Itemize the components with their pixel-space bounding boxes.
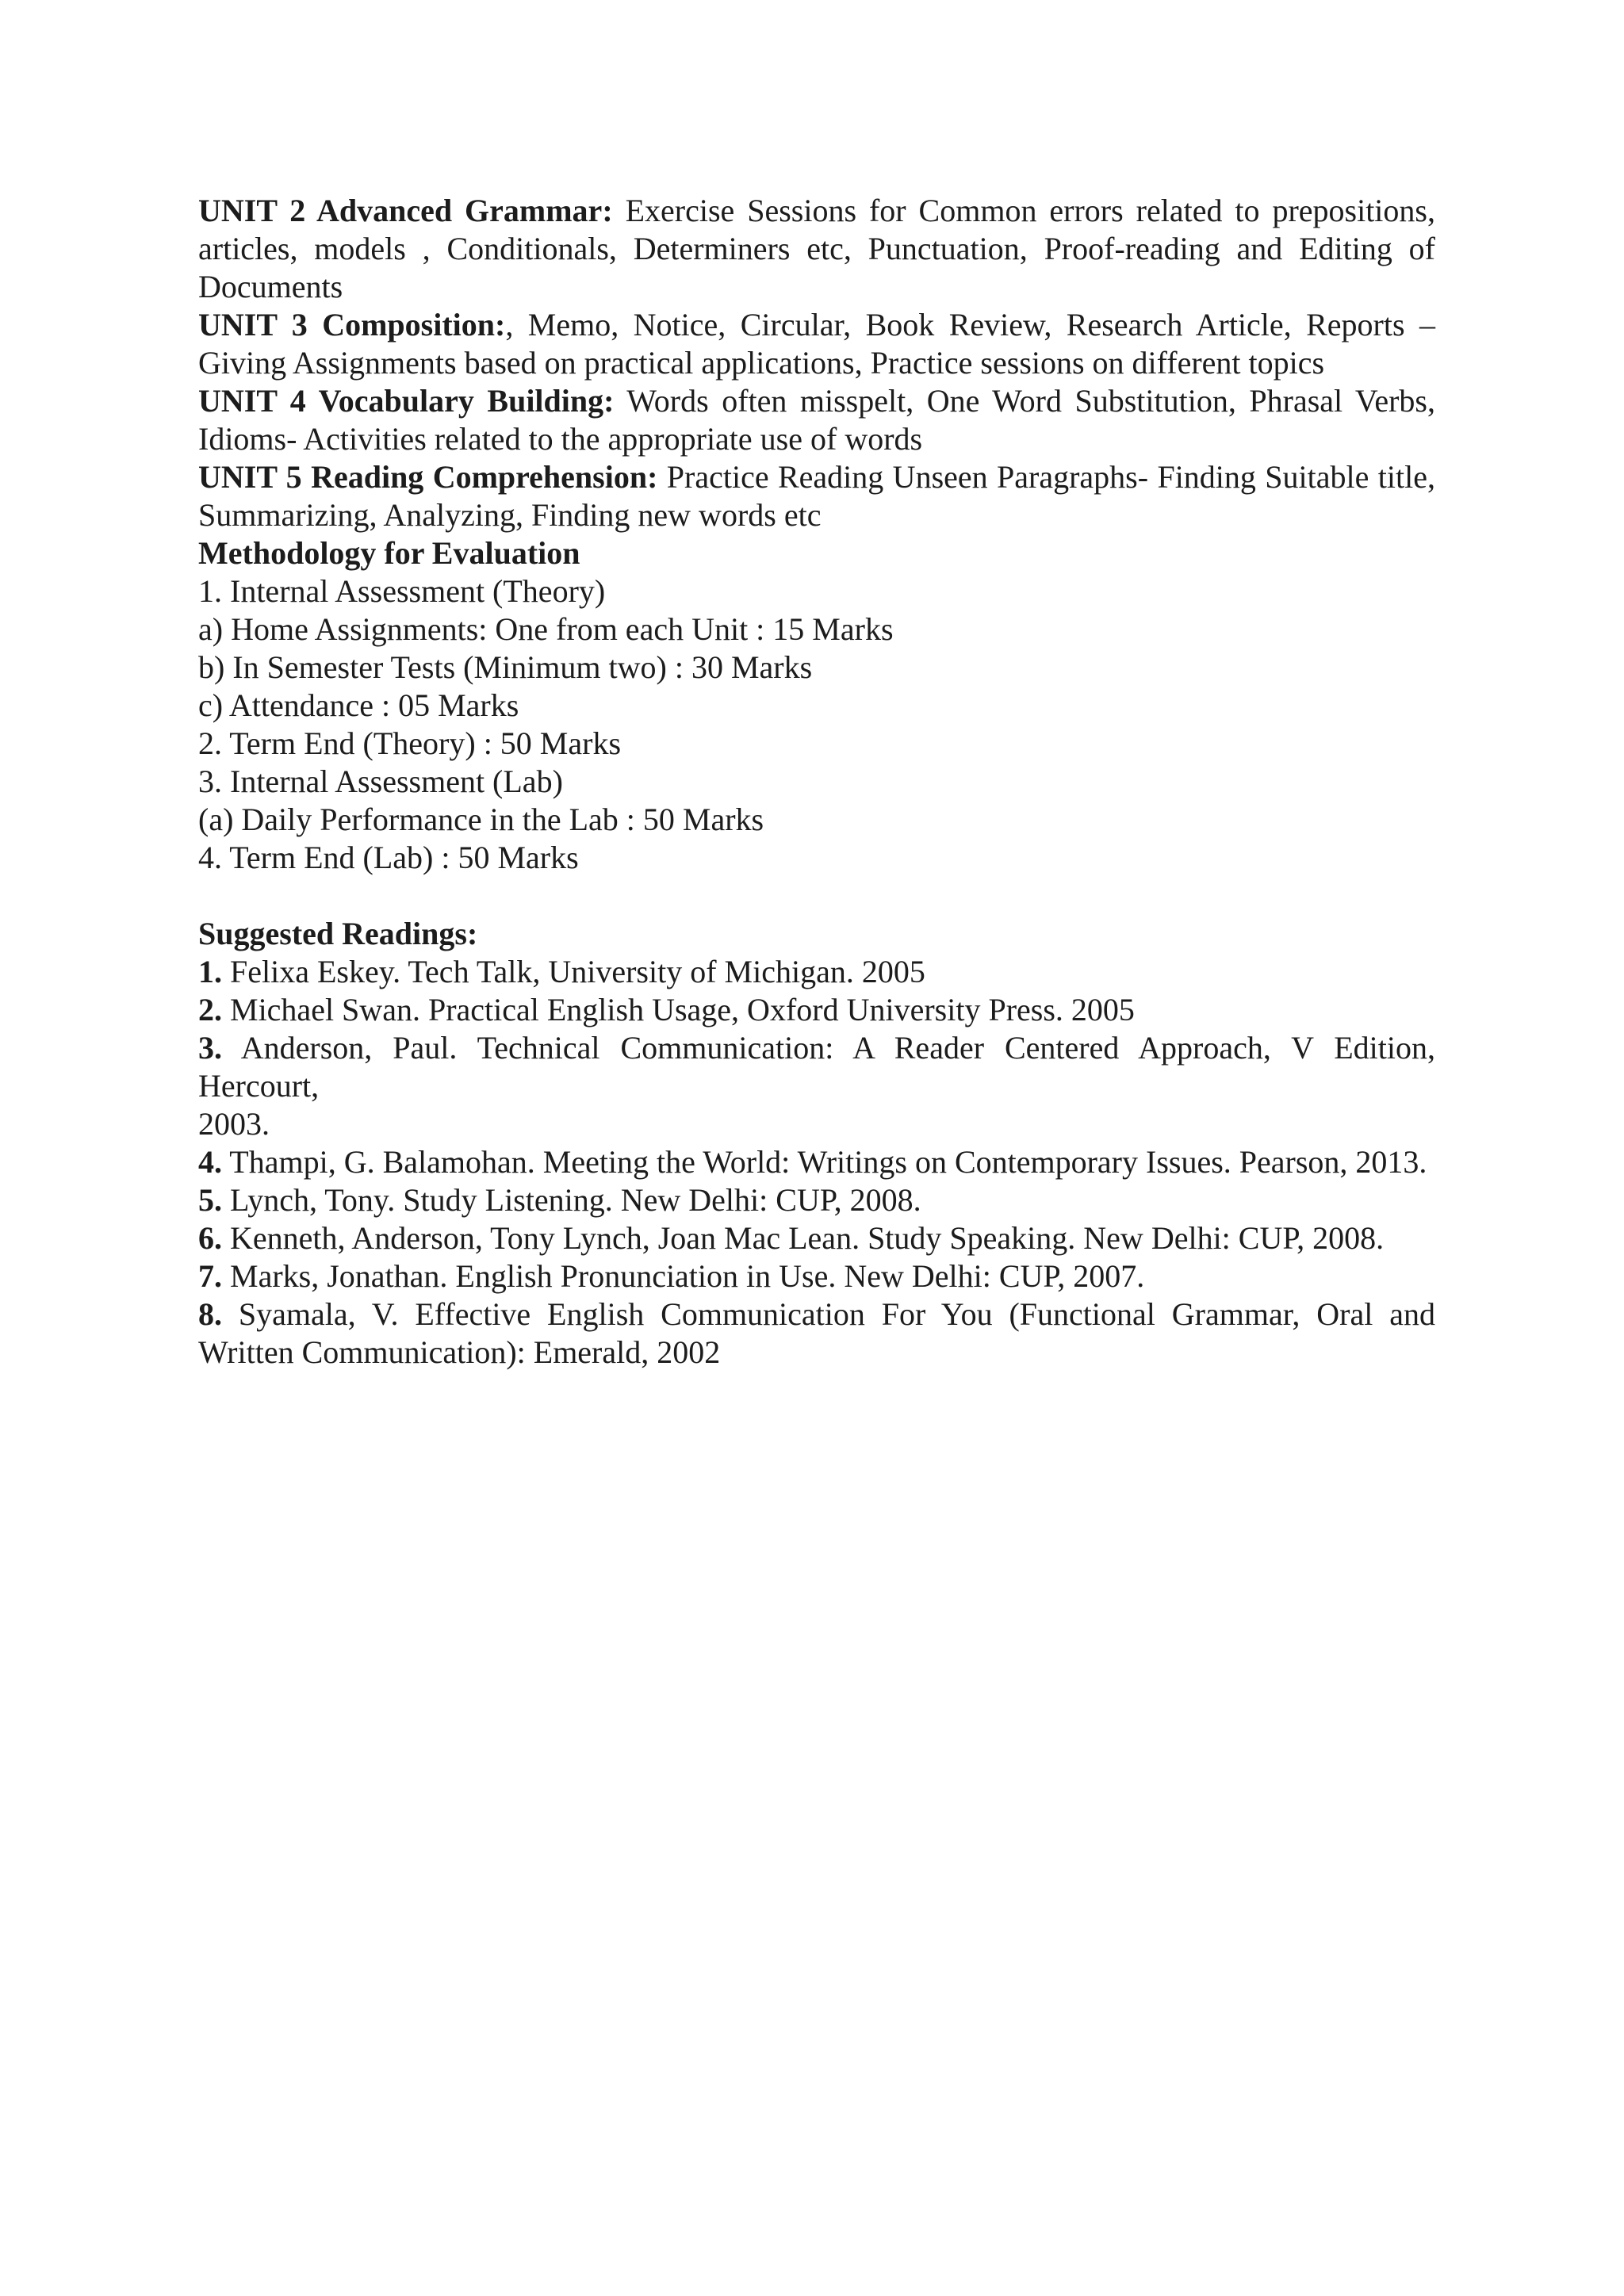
syllabus-page: [198, 192, 1435, 1372]
reading-text: Felixa Eskey. Tech Talk, University of Michigan. 2005: [222, 954, 925, 989]
unit-3-title: UNIT 3 Composition:: [198, 307, 506, 342]
evaluation-line: 3. Internal Assessment (Lab): [198, 763, 563, 799]
unit-5-title: UNIT 5 Reading Comprehension:: [198, 459, 658, 495]
reading-text: Thampi, G. Balamohan. Meeting the World: Writings on Contemporary Issues. Pearson, 2013.: [222, 1144, 1427, 1180]
evaluation-line: 4. Term End (Lab) : 50 Marks: [198, 840, 579, 875]
reading-number: 6.: [198, 1220, 222, 1256]
reading-text: Lynch, Tony. Study Listening. New Delhi: CUP, 2008.: [222, 1182, 921, 1218]
reading-item: [198, 991, 1435, 1029]
evaluation-heading: Methodology for Evaluation: [198, 535, 580, 571]
reading-item: [198, 1219, 1435, 1257]
unit-4-title: UNIT 4 Vocabulary Building:: [198, 383, 615, 419]
evaluation-line: c) Attendance : 05 Marks: [198, 687, 519, 723]
reading-number: 7.: [198, 1258, 222, 1294]
evaluation-line: (a) Daily Performance in the Lab : 50 Marks: [198, 802, 764, 837]
reading-item: [198, 953, 1435, 991]
reading-number: 8.: [198, 1296, 222, 1332]
reading-number: 3.: [198, 1030, 222, 1066]
evaluation-line: a) Home Assignments: One from each Unit : 15 Marks: [198, 611, 894, 647]
reading-text: Kenneth, Anderson, Tony Lynch, Joan Mac Lean. Study Speaking. New Delhi: CUP, 2008.: [222, 1220, 1385, 1256]
unit-3-text: , Memo, Notice, Circular, Book Review, Research Article, Reports – Giving Assignments based on practical applications, Practice sessions on different topics: [198, 307, 1435, 381]
reading-number: 4.: [198, 1144, 222, 1180]
unit-4-paragraph: [198, 382, 1435, 458]
unit-3-paragraph: [198, 306, 1435, 382]
unit-2-text: Exercise Sessions for Common errors related to prepositions, articles, models , Conditionals, Determiners etc, Punctuation, Proof-reading and Editing of Documents: [198, 193, 1435, 304]
reading-item: [198, 1029, 1435, 1105]
readings-heading: Suggested Readings:: [198, 916, 478, 951]
section-spacer: [198, 877, 1435, 915]
reading-text: Michael Swan. Practical English Usage, Oxford University Press. 2005: [222, 992, 1135, 1027]
reading-item: [198, 1295, 1435, 1372]
reading-text: Syamala, V. Effective English Communication For You (Functional Grammar, Oral and Written Communication): Emerald, 2002: [198, 1296, 1435, 1370]
reading-item: [198, 1257, 1435, 1295]
evaluation-line: b) In Semester Tests (Minimum two) : 30 Marks: [198, 649, 813, 685]
evaluation-line: 1. Internal Assessment (Theory): [198, 573, 606, 609]
unit-2-title: UNIT 2 Advanced Grammar:: [198, 193, 613, 228]
reading-text: Anderson, Paul. Technical Communication: A Reader Centered Approach, V Edition, Hercourt,: [198, 1030, 1435, 1104]
reading-number: 2.: [198, 992, 222, 1027]
reading-item: [198, 1181, 1435, 1219]
unit-2-paragraph: [198, 192, 1435, 306]
reading-number: 1.: [198, 954, 222, 989]
evaluation-line: 2. Term End (Theory) : 50 Marks: [198, 725, 622, 761]
unit-4-text: Words often misspelt, One Word Substitution, Phrasal Verbs, Idioms- Activities related to the appropriate use of words: [198, 383, 1435, 457]
reading-item: [198, 1143, 1435, 1181]
reading-number: 5.: [198, 1182, 222, 1218]
reading-item-continuation: 2003.: [198, 1106, 270, 1142]
reading-text: Marks, Jonathan. English Pronunciation in Use. New Delhi: CUP, 2007.: [222, 1258, 1145, 1294]
unit-5-paragraph: [198, 458, 1435, 534]
unit-5-text: Practice Reading Unseen Paragraphs- Finding Suitable title, Summarizing, Analyzing, Finding new words etc: [198, 459, 1435, 533]
